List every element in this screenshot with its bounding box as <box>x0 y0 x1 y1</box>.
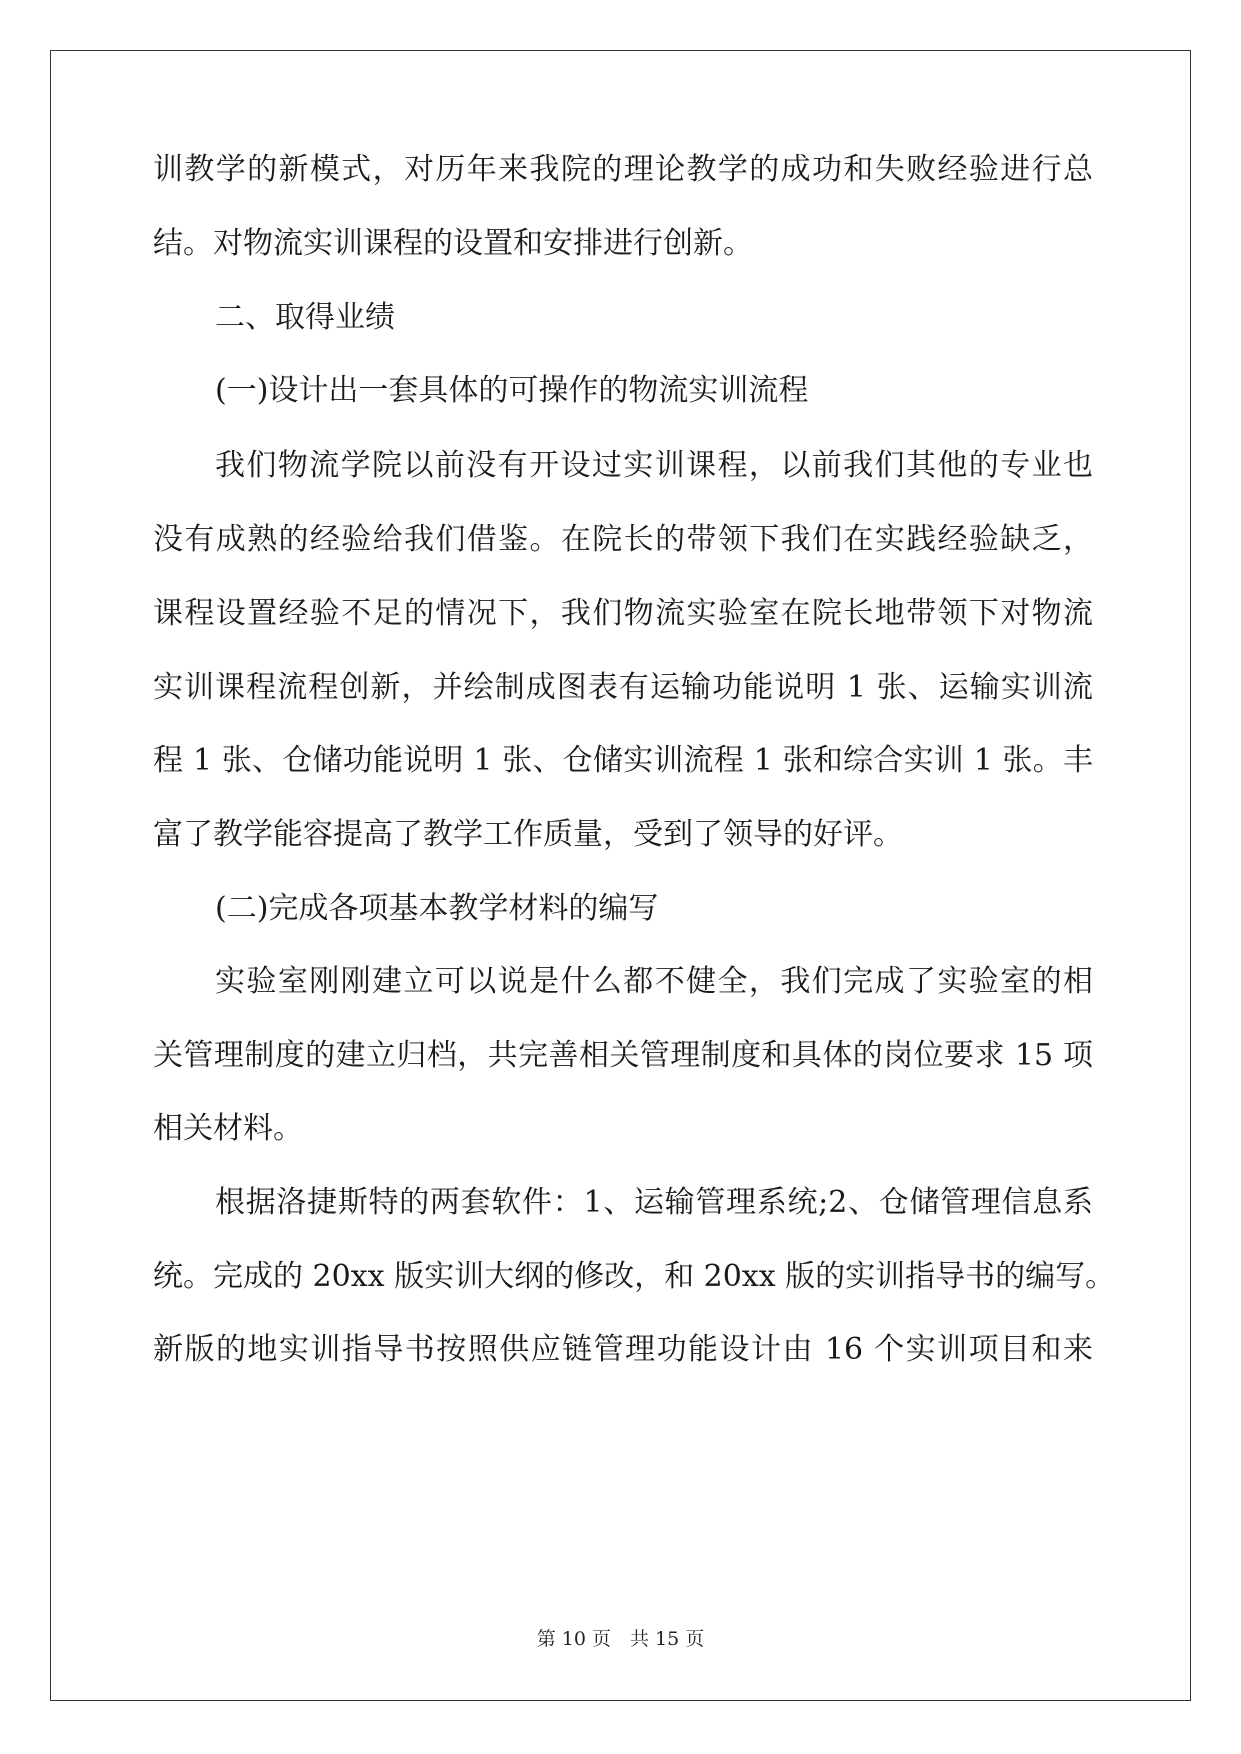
text-line-6: 没有成熟的经验给我们借鉴。在院长的带领下我们在实践经验缺乏， <box>153 522 1093 557</box>
subsection-heading-1: (一)设计出一套具体的可操作的物流实训流程 <box>215 373 809 408</box>
text-line-1: 训教学的新模式，对历年来我院的理论教学的成功和失败经验进行总 <box>153 152 1093 187</box>
text-line-17: 新版的地实训指导书按照供应链管理功能设计由 16 个实训项目和来 <box>153 1332 1093 1367</box>
text-line-7: 课程设置经验不足的情况下，我们物流实验室在院长地带领下对物流 <box>153 596 1093 631</box>
text-line-5: 我们物流学院以前没有开设过实训课程，以前我们其他的专业也 <box>215 448 1093 483</box>
text-line-10: 富了教学能容提高了教学工作质量，受到了领导的好评。 <box>153 817 903 852</box>
section-heading: 二、取得业绩 <box>215 300 395 335</box>
subsection-heading-2: (二)完成各项基本教学材料的编写 <box>215 891 659 926</box>
text-line-2: 结。对物流实训课程的设置和安排进行创新。 <box>153 226 753 261</box>
text-line-13: 关管理制度的建立归档，共完善相关管理制度和具体的岗位要求 15 项 <box>153 1038 1093 1073</box>
page-number-footer: 第 10 页 共 15 页 <box>536 1628 705 1650</box>
text-line-14: 相关材料。 <box>153 1111 303 1146</box>
text-line-8: 实训课程流程创新，并绘制成图表有运输功能说明 1 张、运输实训流 <box>153 670 1093 705</box>
text-line-15: 根据洛捷斯特的两套软件：1、运输管理系统;2、仓储管理信息系 <box>215 1185 1093 1220</box>
text-line-12: 实验室刚刚建立可以说是什么都不健全，我们完成了实验室的相 <box>215 964 1093 999</box>
text-line-9: 程 1 张、仓储功能说明 1 张、仓储实训流程 1 张和综合实训 1 张。丰 <box>153 743 1093 778</box>
text-line-16: 统。完成的 20xx 版实训大纲的修改，和 20xx 版的实训指导书的编写。 <box>153 1259 1116 1294</box>
